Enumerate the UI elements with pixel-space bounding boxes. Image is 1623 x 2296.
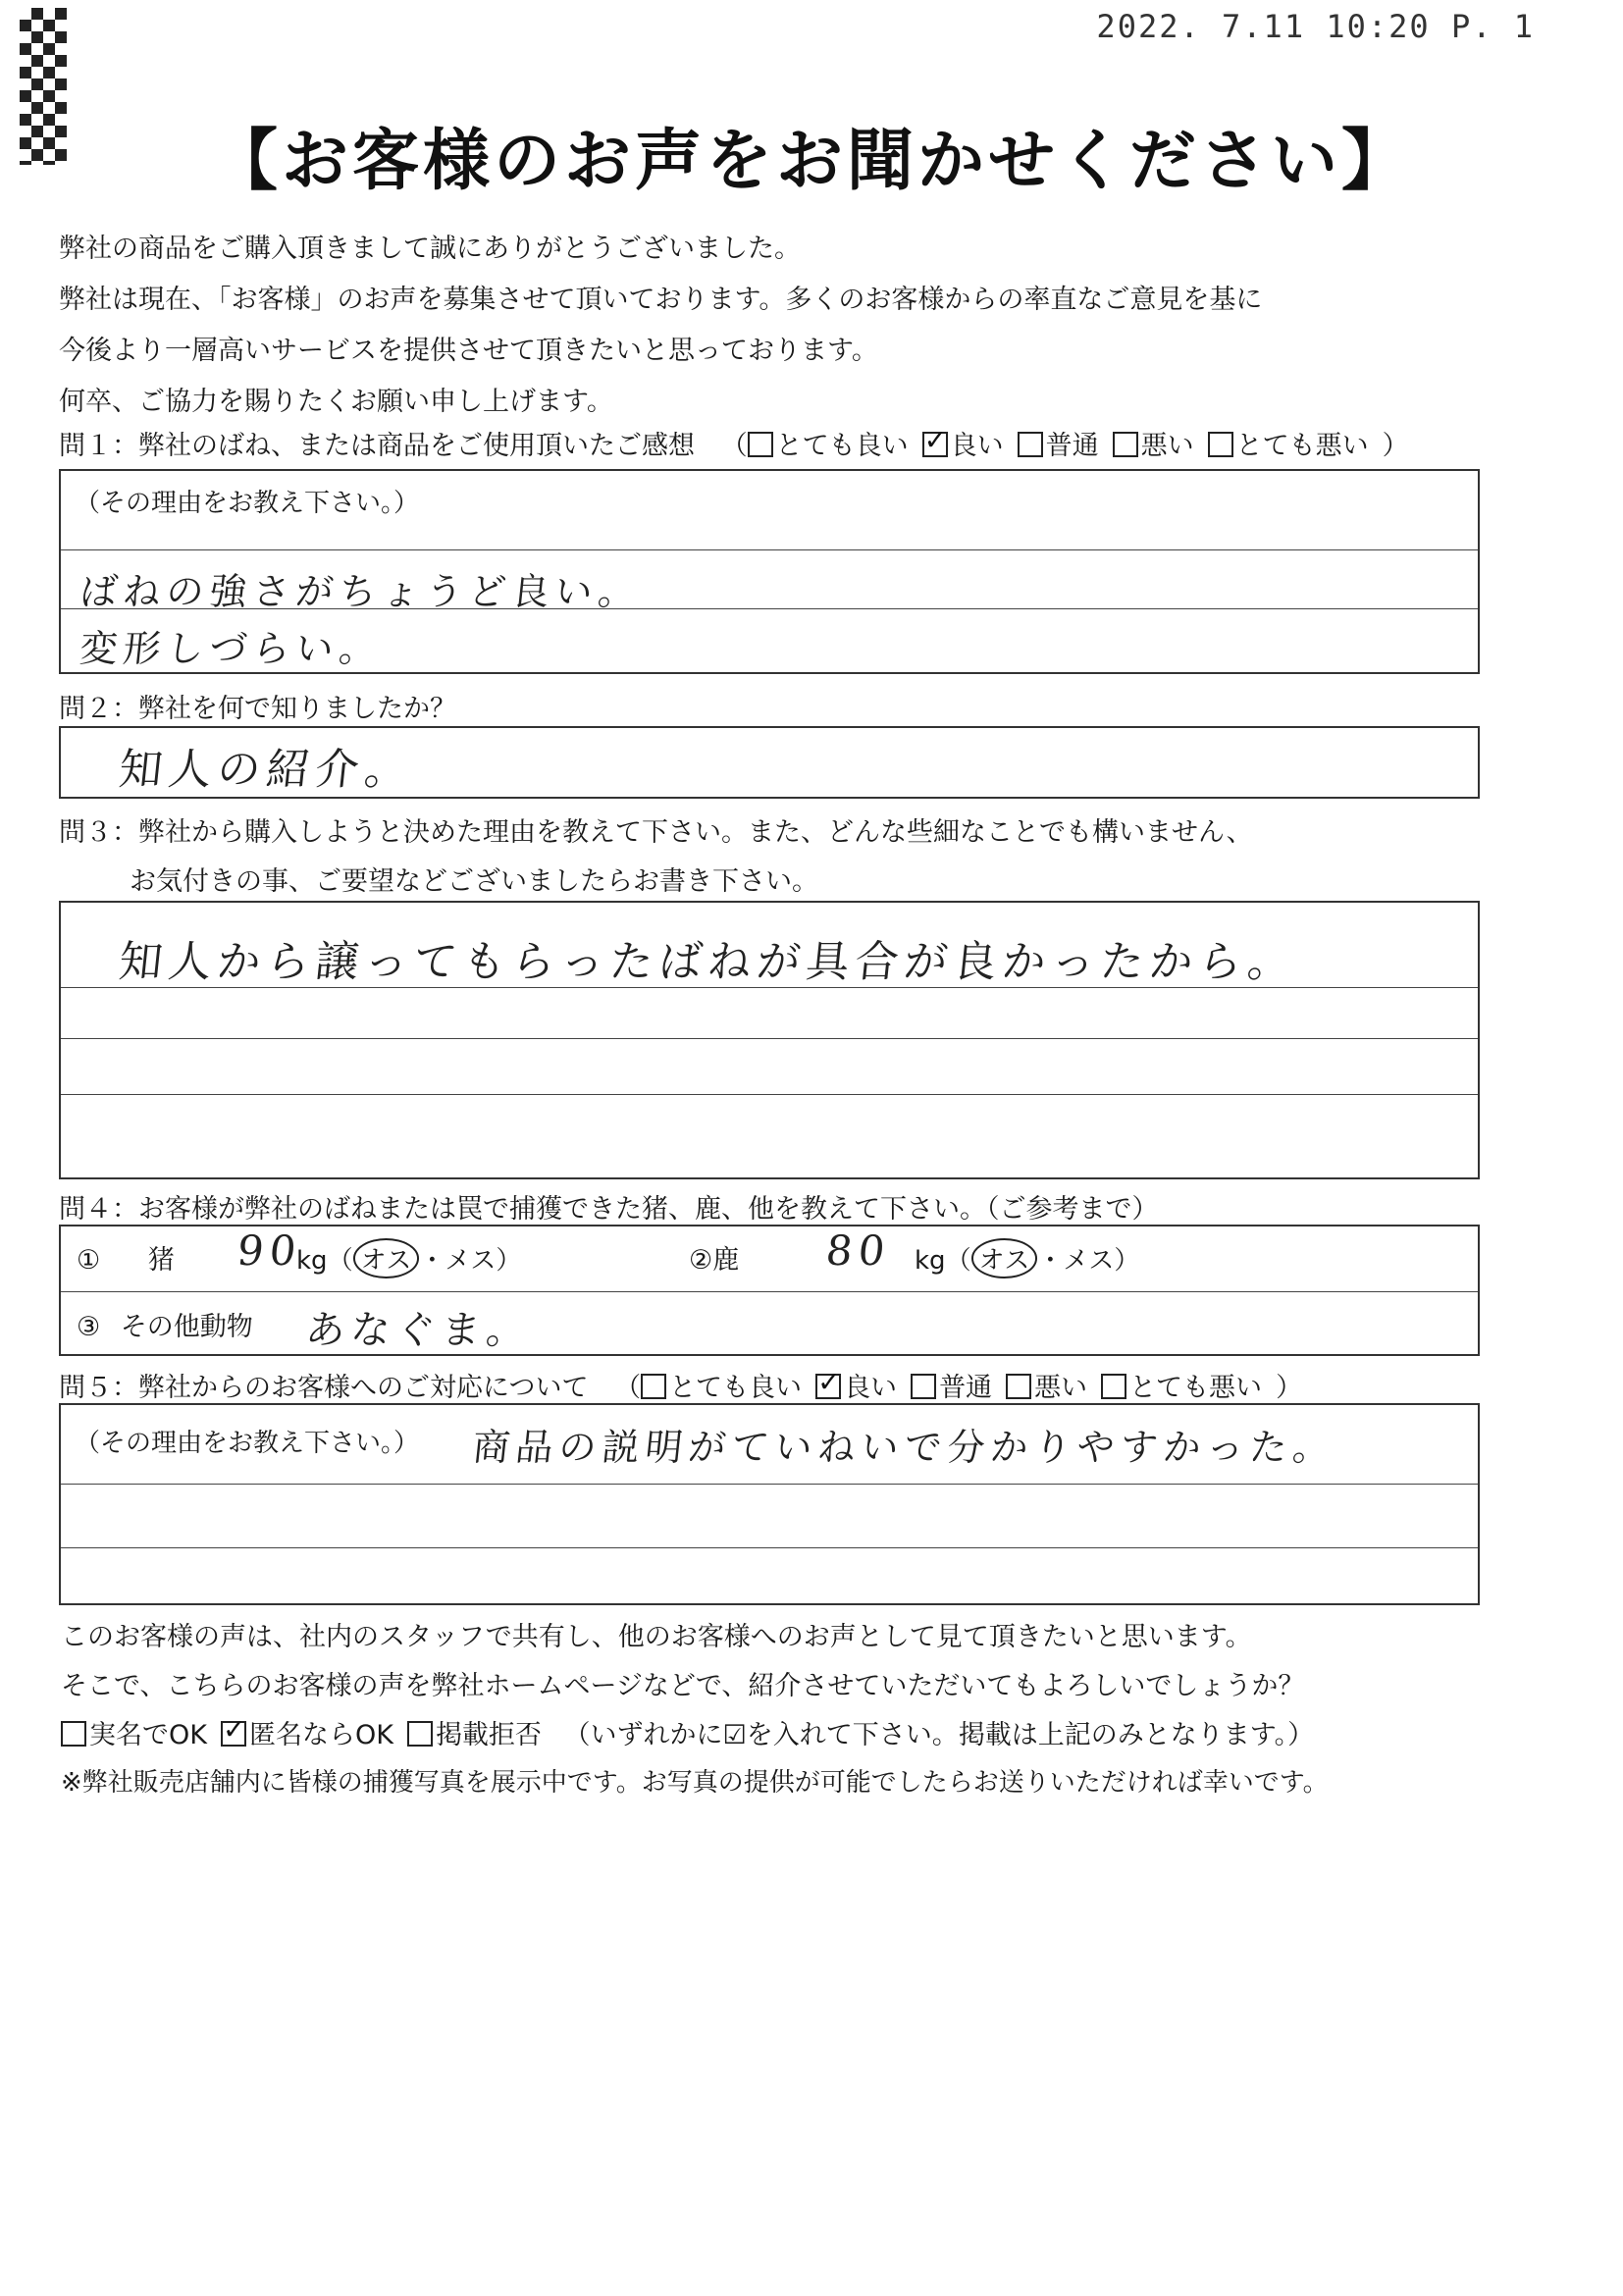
q1-reason-prompt: （その理由をお教え下さい。）: [75, 489, 420, 518]
q1-options: （ とても良い✓ 良い 普通 悪い とても悪い ）: [721, 424, 1409, 462]
q5-option-label: とても悪い: [1129, 1373, 1263, 1403]
q1-answer-line-1: ばねの強さがちょうど良い。: [78, 570, 644, 613]
checkbox-icon[interactable]: [407, 1721, 433, 1747]
checkbox-icon[interactable]: [748, 432, 773, 457]
q5-answer-box: [59, 1403, 1480, 1605]
checkbox-icon[interactable]: [641, 1374, 666, 1399]
q1-option[interactable]: [748, 424, 909, 462]
checkbox-icon[interactable]: [61, 1721, 86, 1747]
q2-label: 問２：弊社を何で知りましたか？: [59, 694, 456, 724]
q5-option[interactable]: [1101, 1366, 1262, 1404]
checked-checkbox-icon[interactable]: [922, 432, 948, 457]
checkbox-icon[interactable]: [1208, 432, 1233, 457]
checkbox-icon[interactable]: [1113, 432, 1138, 457]
checked-checkbox-icon[interactable]: [815, 1374, 841, 1399]
footer-line-4: ※弊社販売店舗内に皆様の捕獲写真を展示中です。お写真の提供が可能でしたらお送りいただければ幸いです。: [61, 1768, 1329, 1798]
q4-item-1-male-circled: オス: [353, 1238, 420, 1278]
checkbox-icon[interactable]: [1018, 432, 1043, 457]
q3-answer-box: [59, 901, 1480, 1179]
intro-line: 弊社の商品をご購入頂きまして誠にありがとうございました。: [59, 234, 801, 264]
q5-label: 問５：弊社からのお客様へのご対応について: [59, 1373, 589, 1403]
checkbox-icon[interactable]: [911, 1374, 936, 1399]
q5-answer: 商品の説明がていねいで分かりやすかった。: [470, 1426, 1338, 1469]
q1-option-label: 普通: [1045, 431, 1099, 461]
fax-header: 2022. 7.11 10:20 P. 1: [1096, 8, 1535, 45]
intro-line: 弊社は現在、「お客様」のお声を募集させて頂いております。多くのお客様からの率直なご意見を基に: [59, 285, 1263, 315]
q4-item-3: ③ その他動物: [77, 1312, 253, 1342]
q4-item-3-answer: あなぐま。: [303, 1308, 535, 1353]
q1-option[interactable]: [1208, 424, 1369, 462]
q1-answer-box: [59, 469, 1480, 674]
checked-checkbox-icon[interactable]: [221, 1721, 246, 1747]
q5-option[interactable]: [1006, 1366, 1087, 1404]
q5-option-label: 良い: [844, 1373, 898, 1403]
q5-option-label: 悪い: [1034, 1373, 1088, 1403]
q5-option[interactable]: [815, 1366, 897, 1404]
footer-consent-row: [61, 1713, 1314, 1751]
intro-line: 何卒、ご協力を賜りたくお願い申し上げます。: [59, 387, 613, 417]
q1-option[interactable]: [1018, 424, 1099, 462]
q4-item-1-sex: kg（ オス ・メス）: [296, 1238, 521, 1278]
q1-option[interactable]: [1113, 424, 1194, 462]
q1-option-label: 良い: [950, 431, 1004, 461]
q3-label-line-1: 問３：弊社から購入しようと決めた理由を教えて下さい。また、どんな些細なことでも構いません、: [59, 817, 1253, 848]
checkbox-icon[interactable]: [1006, 1374, 1031, 1399]
q1-label-row: [59, 424, 1409, 462]
q4-answer-box: [59, 1225, 1480, 1356]
q5-option[interactable]: [911, 1366, 992, 1404]
footer-line-1: このお客様の声は、社内のスタッフで共有し、他のお客様へのお声として見て頂きたいと思います。: [61, 1622, 1252, 1652]
consent-option[interactable]: [61, 1713, 207, 1751]
q1-option-label: 悪い: [1140, 431, 1194, 461]
q5-options: （ とても良い✓ 良い 普通 悪い とても悪い ）: [614, 1366, 1302, 1404]
consent-option[interactable]: [221, 1713, 393, 1751]
consent-note: （いずれかに☑を入れて下さい。掲載は上記のみとなります。）: [563, 1720, 1315, 1750]
q4-item-2-sex: kg（ オス ・メス）: [915, 1238, 1139, 1278]
checkbox-icon[interactable]: [1101, 1374, 1126, 1399]
q2-answer-box: [59, 726, 1480, 799]
intro-line: 今後より一層高いサービスを提供させて頂きたいと思っております。: [59, 336, 878, 366]
q4-label: 問４：お客様が弊社のばねまたは罠で捕獲できた猪、鹿、他を教えて下さい。（ご参考まで）: [59, 1194, 1159, 1225]
q4-item-1: ① 猪: [77, 1245, 175, 1276]
q5-option[interactable]: [641, 1366, 802, 1404]
q1-label: 問１：弊社のばね、または商品をご使用頂いたご感想: [59, 431, 695, 461]
consent-option-label: 匿名ならOK: [248, 1720, 393, 1750]
q5-option-label: 普通: [939, 1373, 993, 1403]
q4-item-2-male-circled: オス: [971, 1238, 1038, 1278]
q1-answer-line-2: 変形しづらい。: [78, 627, 385, 670]
consent-option[interactable]: [407, 1713, 542, 1751]
q5-label-row: [59, 1366, 1302, 1404]
q1-option-label: とても良い: [775, 431, 909, 461]
q5-option-label: とても良い: [669, 1373, 803, 1403]
q3-label-line-2: お気付きの事、ご要望などございましたらお書き下さい。: [130, 866, 818, 897]
consent-option-label: 実名でOK: [89, 1720, 207, 1750]
consent-option-label: 掲載拒否: [435, 1720, 542, 1750]
q4-item-1-weight: 90: [235, 1226, 305, 1275]
q4-item-2: ②鹿: [689, 1245, 740, 1276]
page-title: 【お客様のお声をお聞かせください】: [210, 122, 1412, 200]
q5-reason-prompt: （その理由をお教え下さい。）: [75, 1429, 420, 1458]
intro-text: [59, 224, 1590, 428]
q1-option-label: とても悪い: [1235, 431, 1369, 461]
q4-item-2-weight: 80: [823, 1226, 894, 1275]
q2-answer: 知人の紹介。: [116, 745, 417, 795]
footer-line-2: そこで、こちらのお客様の声を弊社ホームページなどで、紹介させていただいてもよろしいでしょうか？: [61, 1671, 1305, 1701]
q1-option[interactable]: [922, 424, 1004, 462]
q3-answer: 知人から譲ってもらったばねが具合が良かったから。: [116, 937, 1300, 987]
